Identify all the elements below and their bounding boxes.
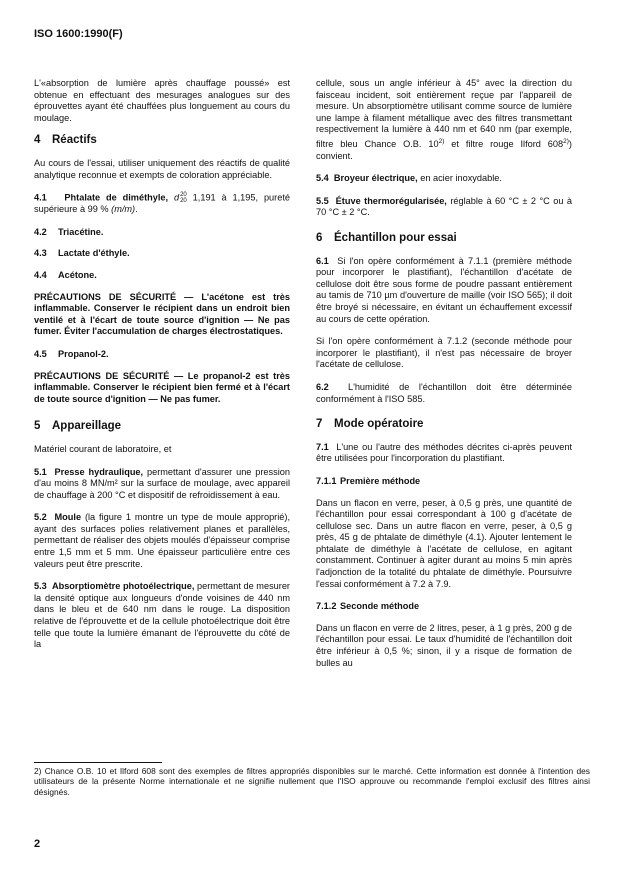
section-5-1: 5.1 Presse hydraulique, permettant d'assurer une pression d'au moins 8 MN/m² sur la surface de moulage, avec appareil de chauffage à 200 °C et dispositif de refroidissement à eau.: [34, 466, 290, 500]
section-5-heading: 5 Appareillage: [34, 420, 122, 433]
section-6-heading: 6 Échantillon pour essai: [316, 232, 457, 244]
section-7-1: 7.1 L'une ou l'autre des méthodes décrites ci-après peuvent être utilisées pour l'incorporation du plastifiant.: [316, 441, 573, 464]
intro-paragraph: L'«absorption de lumière après chauffage poussé» est obtenue en effectuant des mesurages analogues sur des éprouvettes ayant été chauffées plus longuement au cours du moulage.: [34, 78, 290, 123]
section-6-1-second: Si l'on opère conformément à 7.1.2 (seconde méthode pour incorporer le plastifiant), il n'est pas nécessaire de broyer l'acétate de cellulose.: [316, 336, 572, 370]
section-4-text: Au cours de l'essai, utiliser uniquement des réactifs de qualité analytique reconnue et exempts de coloration appréciable.: [34, 157, 290, 180]
section-4-3: 4.3 Lactate d'éthyle.: [34, 248, 130, 259]
left-column: [34, 78, 290, 662]
section-7-1-2-text: Dans un flacon en verre de 2 litres, peser, à 1 g près, 200 g de l'échantillon pour essai. Le taux d'humidité de l'échantillon doit être inférieur à 0,5 %; sinon, il y a risque de formation de bulles au: [316, 622, 572, 668]
section-5-3-continued: cellule, sous un angle inférieur à 45° avec la direction du faisceau incident, soit entièrement reçue par l'appareil de mesure. Un absorptiomètre utilisant comme source de lumière une lampe à filament métallique avec des filtres transmettant respectivement la lumière à 440 nm et 640 nm (par exemple, filtre bleu Chance O.B. 10$^{2)}$ et filtre rouge Ilford 608$^{2)}$) convient.: [316, 78, 572, 161]
footnote: 2) Chance O.B. 10 et Ilford 608 sont des exemples de filtres appropriés disponibles sur le marché. Cette information est donnée à l'intention des utilisateurs de la présente Norme internationale et ne signifie nullement que l'ISO approuve ou recommande l'emploi exclusif des filtres ainsi désignés.: [34, 766, 590, 797]
section-5-text: Matériel courant de laboratoire, et: [34, 443, 172, 454]
section-6-2: 6.2 L'humidité de l'échantillon doit être déterminée conformément à l'ISO 585.: [316, 381, 573, 404]
propanol-safety-warning: PRÉCAUTIONS DE SÉCURITÉ — Le propanol-2 est très inflammable. Conserver le récipient bien fermé et à l'écart de toute source d'ignition — Ne pas fumer.: [34, 370, 290, 404]
right-column: [316, 78, 572, 680]
section-4-4: 4.4 Acétone.: [34, 269, 97, 280]
section-4-2: 4.2 Triacétine.: [34, 226, 104, 237]
section-7-1-2-heading: 7.1.2 Seconde méthode: [316, 601, 420, 612]
footnote-divider: [34, 762, 162, 763]
section-5-5: 5.5 Étuve thermorégularisée, réglable à 60 °C ± 2 °C ou à 70 °C ± 2 °C.: [316, 195, 572, 218]
section-5-3: 5.3 Absorptiomètre photoélectrique, permettant de mesurer la densité optique aux longueurs d'onde voisines de 440 nm dans le bleu et de 640 nm dans le rouge. La disposition relative de l'éprouvette et de la cellule photoélectrique doit être telle que toute la lumière émanant de l'éprouvette du côté de la: [34, 581, 290, 650]
section-4-heading: 4 Réactifs: [34, 134, 97, 147]
section-5-2: 5.2 Moule (la figure 1 montre un type de moule approprié), ayant des surfaces polies relativement planes et parallèles, permettant de réaliser des objets moulés d'épaisseur comprise entre 1,5 mm et 5 mm. Une épaisseur particulière entre ces valeurs peut être prescrite.: [34, 512, 291, 569]
section-7-1-1-heading: 7.1.1 Première méthode: [316, 475, 421, 486]
section-4-1: 4.1 Phtalate de diméthyle, d20 20 1,191 à 1,195, pureté supérieure à 99 % (m/m).: [34, 192, 290, 215]
section-7-1-1-text: Dans un flacon en verre, peser, à 0,5 g près, une quantité de l'échantillon pour essai correspondant à 100 g d'acétate de cellulose sec. Dans un autre flacon en verre, peser, à 0,5 g près, 45 g de phtalate de diméthyle (4.1). Ajouter lentement le phtalate de diméthyle à l'acétate de cellulose, en agitant constamment. Continuer à agiter durant au moins 5 min après l'adjonction de la totalité du phtalate de diméthyle. Poursuivre l'essai conformément à 7.2 à 7.9.: [316, 497, 572, 589]
acetone-safety-warning: PRÉCAUTIONS DE SÉCURITÉ — L'acétone est très inflammable. Conserver le récipient dans un endroit bien ventilé et à l'écart de toute source d'ignition — Ne pas fumer. Éviter l'accumulation de charges électrostatiques.: [34, 291, 290, 337]
document-header: ISO 1600:1990(F): [34, 28, 123, 40]
section-5-4: 5.4 Broyeur électrique, en acier inoxydable.: [316, 173, 502, 184]
section-4-5: 4.5 Propanol-2.: [34, 348, 109, 359]
section-6-1: 6.1 Si l'on opère conformément à 7.1.1 (première méthode pour incorporer le plastifiant), l'échantillon d'acétate de cellulose doit être sous forme de poudre passant entièrement au tamis de 710 µm d'ouverture de maille (voir ISO 565); il doit être broyé si nécessaire, en évitant un échauffement excessif au cours de cette opération.: [316, 255, 573, 324]
page-number: 2: [34, 838, 41, 850]
section-7-heading: 7 Mode opératoire: [316, 418, 424, 431]
